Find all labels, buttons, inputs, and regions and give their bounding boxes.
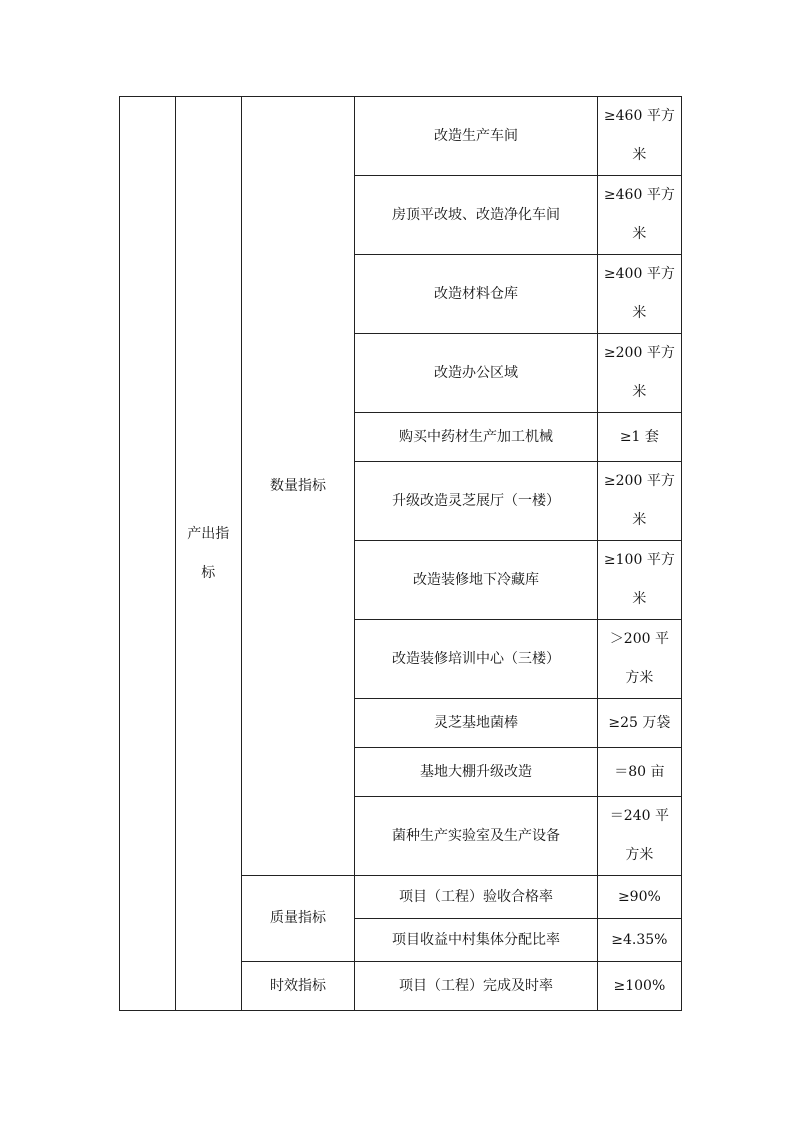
indicator-item: 改造装修地下冷藏库: [355, 541, 597, 620]
indicator-value: ≥25 万袋: [597, 699, 681, 748]
indicator-value: ≥100%: [597, 962, 681, 1011]
table-row: [120, 97, 682, 176]
indicator-value: ＞200 平方米: [597, 620, 681, 699]
indicator-item: 项目（工程）验收合格率: [355, 876, 597, 919]
indicator-item: 购买中药材生产加工机械: [355, 413, 597, 462]
indicator-item: 改造办公区域: [355, 334, 597, 413]
indicator-item: 基地大棚升级改造: [355, 748, 597, 797]
indicator-item: 项目收益中村集体分配比率: [355, 919, 597, 962]
indicator-value: ≥200 平方米: [597, 334, 681, 413]
blank-first-column: [120, 97, 176, 1011]
indicator-value: ＝80 亩: [597, 748, 681, 797]
performance-indicator-table: [119, 96, 682, 1011]
indicator-item: 改造材料仓库: [355, 255, 597, 334]
level2-indicator-quality: 质量指标: [241, 876, 355, 962]
indicator-value: ≥4.35%: [597, 919, 681, 962]
indicator-value: ≥200 平方米: [597, 462, 681, 541]
indicator-value: ≥1 套: [597, 413, 681, 462]
indicator-value: ≥460 平方米: [597, 97, 681, 176]
indicator-value: ≥400 平方米: [597, 255, 681, 334]
indicator-value: ＝240 平方米: [597, 797, 681, 876]
level1-indicator-cell: 产出指标: [175, 97, 241, 1011]
level2-indicator-timeliness: 时效指标: [241, 962, 355, 1011]
indicator-item: 改造装修培训中心（三楼）: [355, 620, 597, 699]
indicator-item: 房顶平改坡、改造净化车间: [355, 176, 597, 255]
indicator-item: 改造生产车间: [355, 97, 597, 176]
indicator-item: 项目（工程）完成及时率: [355, 962, 597, 1011]
indicator-value: ≥100 平方米: [597, 541, 681, 620]
level2-indicator-quantity: 数量指标: [241, 97, 355, 876]
indicator-value: ≥90%: [597, 876, 681, 919]
indicator-value: ≥460 平方米: [597, 176, 681, 255]
indicator-item: 升级改造灵芝展厅（一楼）: [355, 462, 597, 541]
indicator-item: 灵芝基地菌棒: [355, 699, 597, 748]
indicator-item: 菌种生产实验室及生产设备: [355, 797, 597, 876]
